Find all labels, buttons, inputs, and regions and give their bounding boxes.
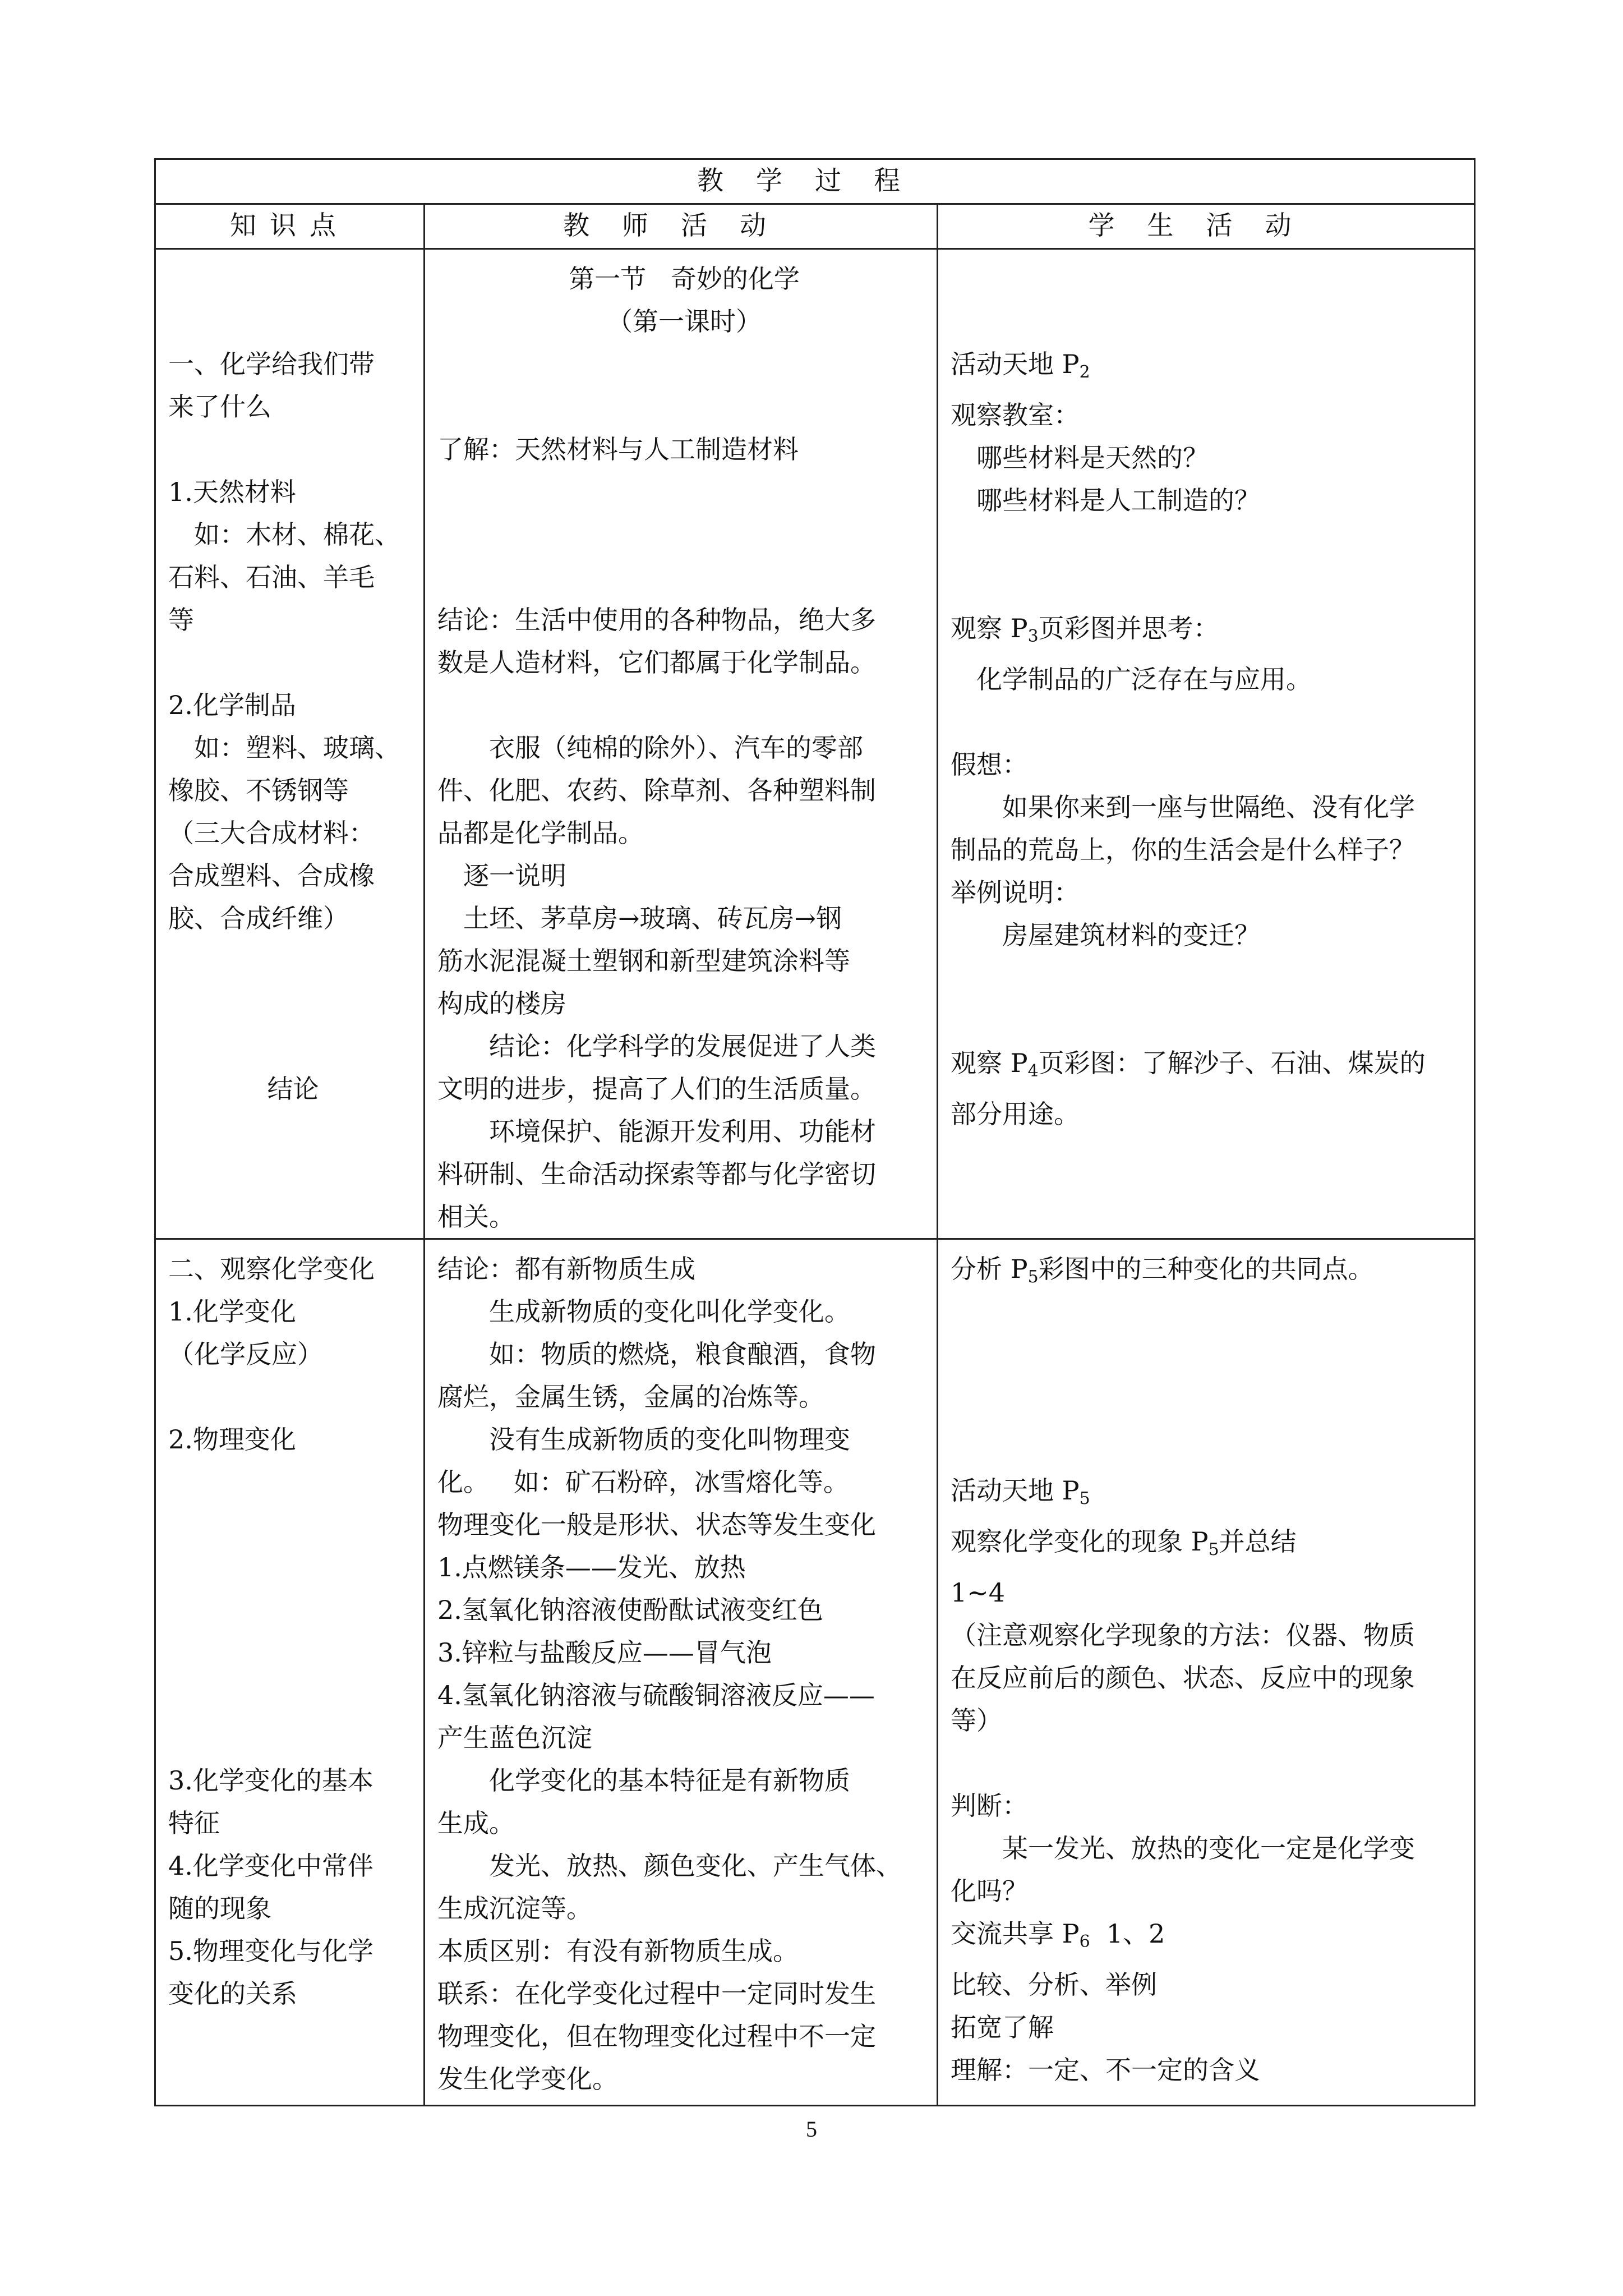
line-text: 化学变化的基本特征是有新物质 (489, 1765, 850, 1796)
line-text: 某一发光、放热的变化一定是化学变 (1002, 1833, 1415, 1864)
line-text: 文明的进步，提高了人们的生活质量。 (437, 1074, 876, 1104)
text-line (168, 1972, 418, 2015)
text-line (168, 1375, 418, 1418)
line-text: 比较、分析、举例 (951, 1970, 1157, 2000)
line-text: 联系：在化学变化过程中一定同时发生 (437, 1978, 876, 2009)
text-line (168, 1290, 418, 1333)
line-text: 产生蓝色沉淀 (437, 1723, 592, 1753)
text-line (951, 1784, 1468, 1827)
line-text: （化学反应） (168, 1339, 323, 1369)
text-line (437, 343, 931, 385)
line-text: 品都是化学制品。 (437, 818, 644, 848)
text-line (951, 436, 1468, 479)
line-text: 生成新物质的变化叫化学变化。 (489, 1296, 850, 1327)
line-text: 判断： (951, 1791, 1028, 1821)
section1-knowledge-cell (155, 249, 425, 1239)
line-text: 化吗？ (951, 1876, 1028, 1906)
text-line (168, 1418, 418, 1461)
table-title-row (155, 159, 1475, 204)
text-line (437, 2058, 931, 2100)
text-line (437, 1802, 931, 1844)
text-line (951, 1657, 1468, 1699)
line-text: 合成塑料、合成橡 (168, 861, 375, 891)
line-text: 等） (951, 1705, 1002, 1736)
text-line (168, 1759, 418, 1802)
section2-teacher-cell (425, 1239, 938, 2106)
text-line (168, 1068, 418, 1110)
line-text: 观察教室： (951, 400, 1080, 430)
text-line (951, 1341, 1468, 1384)
text-line (951, 1384, 1468, 1427)
text-line (951, 564, 1468, 607)
text-line (168, 897, 418, 940)
text-line (168, 513, 418, 556)
text-line (168, 257, 418, 300)
line-text: 二、观察化学变化 (168, 1254, 375, 1284)
text-line (437, 1153, 931, 1195)
text-line (951, 1870, 1468, 1912)
line-text: 观察化学变化的现象 P (951, 1526, 1209, 1557)
text-line (951, 701, 1468, 743)
line-text: 观察 P (951, 613, 1028, 643)
page-subscript: 3 (1027, 627, 1039, 646)
text-line (951, 1427, 1468, 1469)
text-line (951, 914, 1468, 956)
text-line (437, 1631, 931, 1674)
text-line (168, 1461, 418, 1503)
line-text: 房屋建筑材料的变迁？ (1002, 920, 1260, 950)
line-text: 筋水泥混凝土塑钢和新型建筑涂料等 (437, 946, 850, 976)
text-line (168, 300, 418, 343)
line-text: 如：物质的燃烧，粮食酿酒，食物 (489, 1339, 876, 1369)
line-text: 物理变化一般是形状、状态等发生变化 (437, 1510, 876, 1540)
header-teacher-activity: 教师活动 (425, 204, 938, 249)
text-line (437, 1503, 931, 1546)
line-text: 来了什么 (168, 392, 271, 422)
line-text: 哪些材料是人工制造的？ (976, 485, 1260, 516)
text-line (168, 1674, 418, 1717)
text-line (437, 428, 931, 471)
line-text: （三大合成材料： (168, 818, 375, 848)
line-text: 结论：化学科学的发展促进了人类 (489, 1031, 876, 1061)
line-text: 2.物理变化 (168, 1424, 296, 1455)
text-line (951, 956, 1468, 999)
line-text: 如果你来到一座与世隔绝、没有化学 (1002, 792, 1415, 822)
line-text: 料研制、生命活动探索等都与化学密切 (437, 1159, 876, 1189)
line-text: 一、化学给我们带 (168, 349, 375, 379)
text-line (951, 1520, 1468, 1571)
line-text: 制品的荒岛上，你的生活会是什么样子？ (951, 835, 1415, 865)
line-text: 等 (168, 605, 194, 635)
text-line (437, 641, 931, 684)
line-text: 第一节 奇妙的化学 (569, 264, 800, 294)
line-text: 数是人造材料，它们都属于化学制品。 (437, 647, 876, 678)
text-line (168, 1333, 418, 1375)
table-row-section-1 (155, 249, 1475, 1239)
line-text: 化。 如：矿石粉碎，冰雪熔化等。 (437, 1467, 849, 1497)
line-text: 结论：生活中使用的各种物品，绝大多 (437, 605, 876, 635)
section2-knowledge-cell (155, 1239, 425, 2106)
page-subscript: 2 (1079, 362, 1090, 382)
line-text: 1~4 (951, 1577, 1006, 1608)
text-line (437, 982, 931, 1025)
text-line (951, 1912, 1468, 1963)
table-row-section-2 (155, 1239, 1475, 2106)
line-text: 本质区别：有没有新物质生成。 (437, 1936, 799, 1966)
line-text: 观察 P (951, 1048, 1028, 1078)
text-line (951, 343, 1468, 394)
line-text: 活动天地 P (951, 1475, 1080, 1506)
text-line (168, 1025, 418, 1068)
line-text: 部分用途。 (951, 1099, 1080, 1129)
text-line (437, 684, 931, 726)
text-line (168, 1887, 418, 1930)
line-text: 在反应前后的颜色、状态、反应中的现象 (951, 1663, 1415, 1693)
text-line (437, 1589, 931, 1631)
page-subscript: 5 (1079, 1489, 1090, 1508)
text-line (437, 513, 931, 556)
line-text: 相关。 (437, 1202, 515, 1232)
text-line (168, 385, 418, 428)
text-line (168, 982, 418, 1025)
line-text: 腐烂，金属生锈，金属的冶炼等。 (437, 1382, 824, 1412)
lesson-process-table (154, 158, 1476, 2106)
section2-student-cell (938, 1239, 1475, 2106)
line-text: 1.化学变化 (168, 1296, 296, 1327)
text-line (951, 1963, 1468, 2006)
text-line (168, 769, 418, 812)
text-line (951, 1299, 1468, 1341)
page-subscript: 5 (1208, 1540, 1219, 1559)
text-line (951, 1042, 1468, 1093)
line-text: 化学制品的广泛存在与应用。 (976, 664, 1312, 694)
text-line (437, 1930, 931, 1972)
text-line (437, 854, 931, 897)
line-text: 环境保护、能源开发利用、功能材 (489, 1116, 876, 1147)
line-text: 了解：天然材料与人工制造材料 (437, 434, 799, 464)
page-subscript: 4 (1027, 1061, 1039, 1081)
line-text: 物理变化，但在物理变化过程中不一定 (437, 2021, 876, 2051)
text-line (437, 1248, 931, 1290)
section1-teacher-cell (425, 249, 938, 1239)
section1-student-cell (938, 249, 1475, 1239)
line-text: 2.化学制品 (168, 690, 296, 720)
text-line (168, 556, 418, 599)
text-line (168, 854, 418, 897)
text-line (168, 1717, 418, 1759)
text-line (168, 1802, 418, 1844)
line-text-continued: 页彩图：了解沙子、石油、煤炭的 (1038, 1048, 1426, 1078)
line-text-continued: 并总结 (1219, 1526, 1297, 1557)
line-text: 理解：一定、不一定的含义 (951, 2055, 1260, 2085)
text-line (437, 471, 931, 513)
text-line (437, 1674, 931, 1717)
text-line (951, 522, 1468, 564)
text-line (951, 300, 1468, 343)
line-text: 构成的楼房 (437, 988, 566, 1019)
line-text-continued: 页彩图并思考： (1038, 613, 1219, 643)
line-text: 石料、石油、羊毛 (168, 562, 375, 592)
line-text: 逐一说明 (463, 861, 566, 891)
text-line (437, 556, 931, 599)
line-text: 2.氢氧化钠溶液使酚酞试液变红色 (437, 1595, 823, 1625)
text-line (168, 812, 418, 854)
line-text: 4.氢氧化钠溶液与硫酸铜溶液反应—— (437, 1680, 875, 1710)
line-text: 生成。 (437, 1808, 515, 1838)
text-line (168, 1631, 418, 1674)
line-text: 发光、放热、颜色变化、产生气体、 (489, 1851, 902, 1881)
text-line (168, 1844, 418, 1887)
text-line (168, 1589, 418, 1631)
text-line (437, 1461, 931, 1503)
text-line (951, 871, 1468, 914)
text-line (437, 1887, 931, 1930)
text-line (437, 2015, 931, 2058)
line-text: 1.天然材料 (168, 477, 296, 507)
text-line (951, 829, 1468, 871)
text-line (951, 607, 1468, 658)
text-line (437, 1290, 931, 1333)
text-line (951, 1699, 1468, 1742)
text-line (437, 1375, 931, 1418)
text-line (168, 599, 418, 641)
text-line (951, 999, 1468, 1042)
page-number: 5 (806, 2116, 817, 2142)
text-line (437, 1844, 931, 1887)
line-text: 没有生成新物质的变化叫物理变 (489, 1424, 850, 1455)
line-text: （第一课时） (607, 306, 762, 337)
text-line (951, 743, 1468, 786)
line-text: （注意观察化学现象的方法：仪器、物质 (951, 1620, 1415, 1650)
text-line (168, 1930, 418, 1972)
line-text: 生成沉淀等。 (437, 1893, 592, 1924)
text-line (951, 786, 1468, 829)
line-text: 1.点燃镁条——发光、放热 (437, 1552, 746, 1582)
text-line (168, 684, 418, 726)
line-text: 件、化肥、农药、除草剂、各种塑料制 (437, 775, 876, 806)
text-line (437, 1717, 931, 1759)
text-line (168, 343, 418, 385)
text-line (437, 812, 931, 854)
text-line (437, 385, 931, 428)
line-text: 发生化学变化。 (437, 2064, 618, 2094)
text-line (437, 1759, 931, 1802)
text-line (437, 1110, 931, 1153)
text-line (951, 2006, 1468, 2049)
line-text: 随的现象 (168, 1893, 271, 1924)
line-text: 5.物理变化与化学 (168, 1936, 374, 1966)
text-line (437, 300, 931, 343)
line-text: 分析 P (951, 1254, 1028, 1284)
line-text: 胶、合成纤维） (168, 903, 349, 933)
text-line (168, 1546, 418, 1589)
text-line (951, 1093, 1468, 1135)
header-knowledge-point: 知识点 (155, 204, 425, 249)
text-line (437, 726, 931, 769)
text-line (951, 479, 1468, 522)
line-text: 衣服（纯棉的除外）、汽车的零部 (489, 733, 863, 763)
text-line (951, 1469, 1468, 1520)
text-line (437, 769, 931, 812)
line-text: 结论 (267, 1074, 319, 1104)
text-line (437, 1068, 931, 1110)
text-line (951, 2049, 1468, 2091)
line-text-continued: 1、2 (1090, 1918, 1165, 1949)
text-line (951, 1248, 1468, 1299)
page-subscript: 6 (1079, 1932, 1090, 1952)
text-line (437, 940, 931, 982)
line-text: 活动天地 P (951, 349, 1080, 379)
text-line (437, 1333, 931, 1375)
text-line (951, 1742, 1468, 1784)
line-text: 哪些材料是天然的？ (976, 443, 1209, 473)
text-line (437, 1546, 931, 1589)
text-line (951, 658, 1468, 701)
text-line (437, 1972, 931, 2015)
text-line (437, 1195, 931, 1238)
line-text-continued: 彩图中的三种变化的共同点。 (1038, 1254, 1374, 1284)
header-student-activity: 学生活动 (938, 204, 1475, 249)
line-text: 交流共享 P (951, 1918, 1080, 1949)
text-line (437, 1025, 931, 1068)
text-line (437, 257, 931, 300)
line-text: 3.化学变化的基本 (168, 1765, 374, 1796)
text-line (168, 471, 418, 513)
text-line (168, 428, 418, 471)
text-line (168, 641, 418, 684)
text-line (168, 940, 418, 982)
line-text: 如：木材、棉花、 (194, 519, 400, 550)
text-line (951, 1827, 1468, 1870)
text-line (951, 257, 1468, 300)
line-text: 拓宽了解 (951, 2012, 1054, 2042)
text-line (951, 1571, 1468, 1614)
text-line (168, 726, 418, 769)
line-text: 4.化学变化中常伴 (168, 1851, 374, 1881)
text-line (437, 1418, 931, 1461)
line-text: 举例说明： (951, 877, 1080, 908)
line-text: 土坯、茅草房→玻璃、砖瓦房→钢 (463, 903, 842, 933)
text-line (168, 1503, 418, 1546)
line-text: 橡胶、不锈钢等 (168, 775, 349, 806)
text-line (437, 897, 931, 940)
text-line (951, 1614, 1468, 1657)
line-text: 变化的关系 (168, 1978, 297, 2009)
line-text: 特征 (168, 1808, 220, 1838)
line-text: 结论：都有新物质生成 (437, 1254, 695, 1284)
table-title: 教学过程 (155, 159, 1475, 204)
line-text: 3.锌粒与盐酸反应——冒气泡 (437, 1637, 772, 1668)
text-line (168, 1248, 418, 1290)
page-subscript: 5 (1027, 1267, 1039, 1287)
line-text: 假想： (951, 749, 1028, 780)
text-line (437, 599, 931, 641)
text-line (951, 394, 1468, 436)
line-text: 如：塑料、玻璃、 (194, 733, 400, 763)
table-header-row (155, 204, 1475, 249)
